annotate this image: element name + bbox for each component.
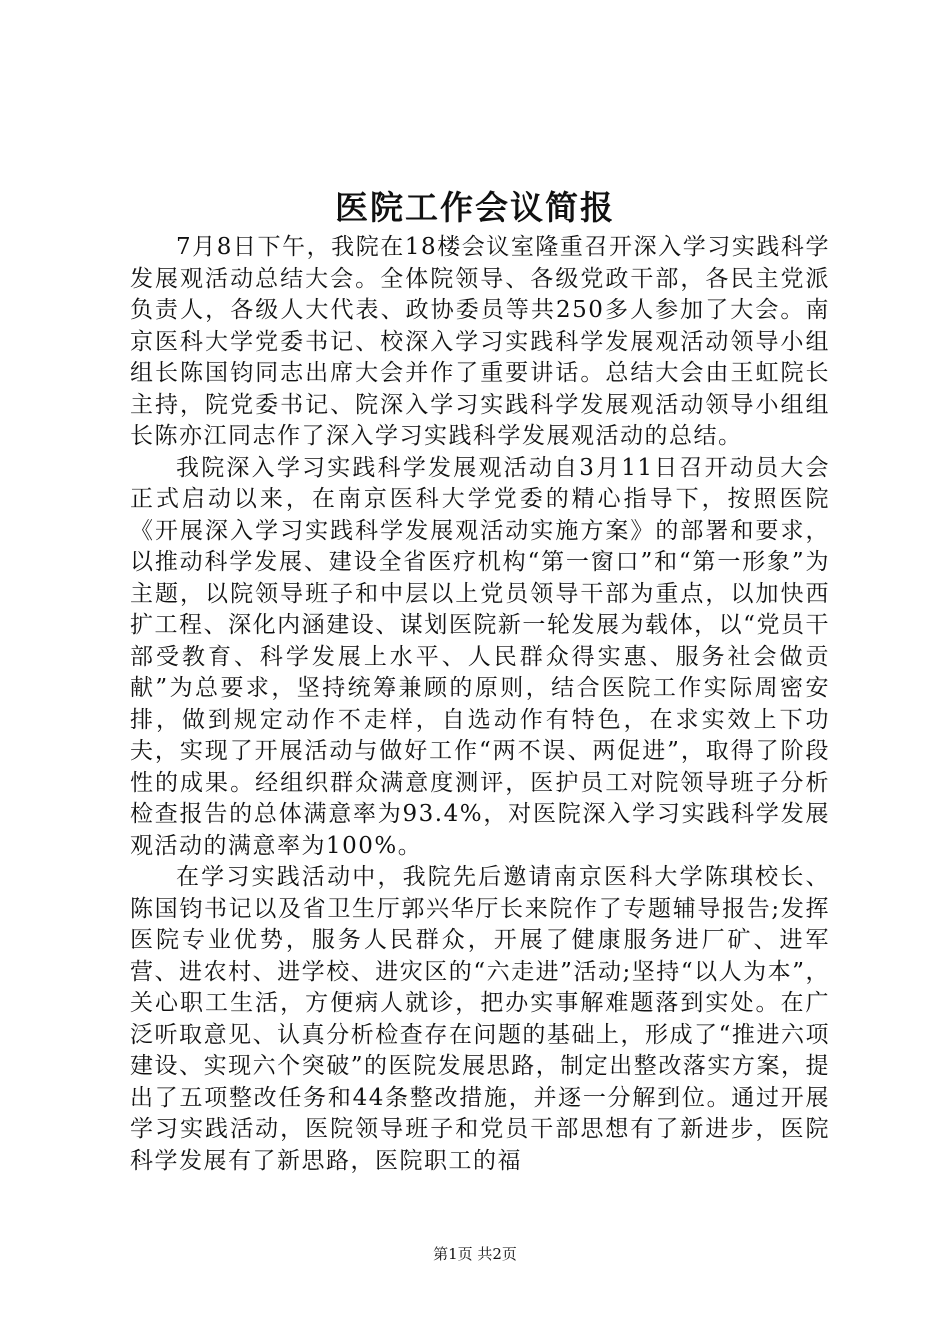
document-body <box>130 232 830 1177</box>
paragraph-2: 我院深入学习实践科学发展观活动自3月11日召开动员大会正式启动以来，在南京医科大学党委的精心指导下，按照医院《开展深入学习实践科学发展观活动实施方案》的部署和要求，以推动科学发展、建设全省医疗机构“第一窗口”和“第一形象”为主题，以院领导班子和中层以上党员领导干部为重点，以加快西扩工程、深化内涵建设、谋划医院新一轮发展为载体，以“党员干部受教育、科学发展上水平、人民群众得实惠、服务社会做贡献”为总要求，坚持统筹兼顾的原则，结合医院工作实际周密安排，做到规定动作不走样，自选动作有特色，在求实效上下功夫，实现了开展活动与做好工作“两不误、两促进”，取得了阶段性的成果。经组织群众满意度测评，医护员工对院领导班子分析检查报告的总体满意率为93.4%，对医院深入学习实践科学发展观活动的满意率为100%。 <box>130 454 830 859</box>
document-title: 医院工作会议简报 <box>335 188 615 227</box>
paragraph-1: 7月8日下午，我院在18楼会议室隆重召开深入学习实践科学发展观活动总结大会。全体院领导、各级党政干部，各民主党派负责人，各级人大代表、政协委员等共250多人参加了大会。南京医科大学党委书记、校深入学习实践科学发展观活动领导小组组长陈国钧同志出席大会并作了重要讲话。总结大会由王虹院长主持，院党委书记、院深入学习实践科学发展观活动领导小组组长陈亦江同志作了深入学习实践科学发展观活动的总结。 <box>130 234 830 449</box>
paragraph-3: 在学习实践活动中，我院先后邀请南京医科大学陈琪校长、陈国钧书记以及省卫生厅郭兴华厅长来院作了专题辅导报告;发挥医院专业优势，服务人民群众，开展了健康服务进厂矿、进军营、进农村、进学校、进灾区的“六走进”活动;坚持“以人为本”，关心职工生活，方便病人就诊，把办实事解难题落到实处。在广泛听取意见、认真分析检查存在问题的基础上，形成了“推进六项建设、实现六个突破”的医院发展思路，制定出整改落实方案，提出了五项整改任务和44条整改措施，并逐一分解到位。通过开展学习实践活动，医院领导班子和党员干部思想有了新进步，医院科学发展有了新思路，医院职工的福 <box>130 864 830 1174</box>
page-number-footer: 第1页 共2页 <box>433 1245 517 1263</box>
